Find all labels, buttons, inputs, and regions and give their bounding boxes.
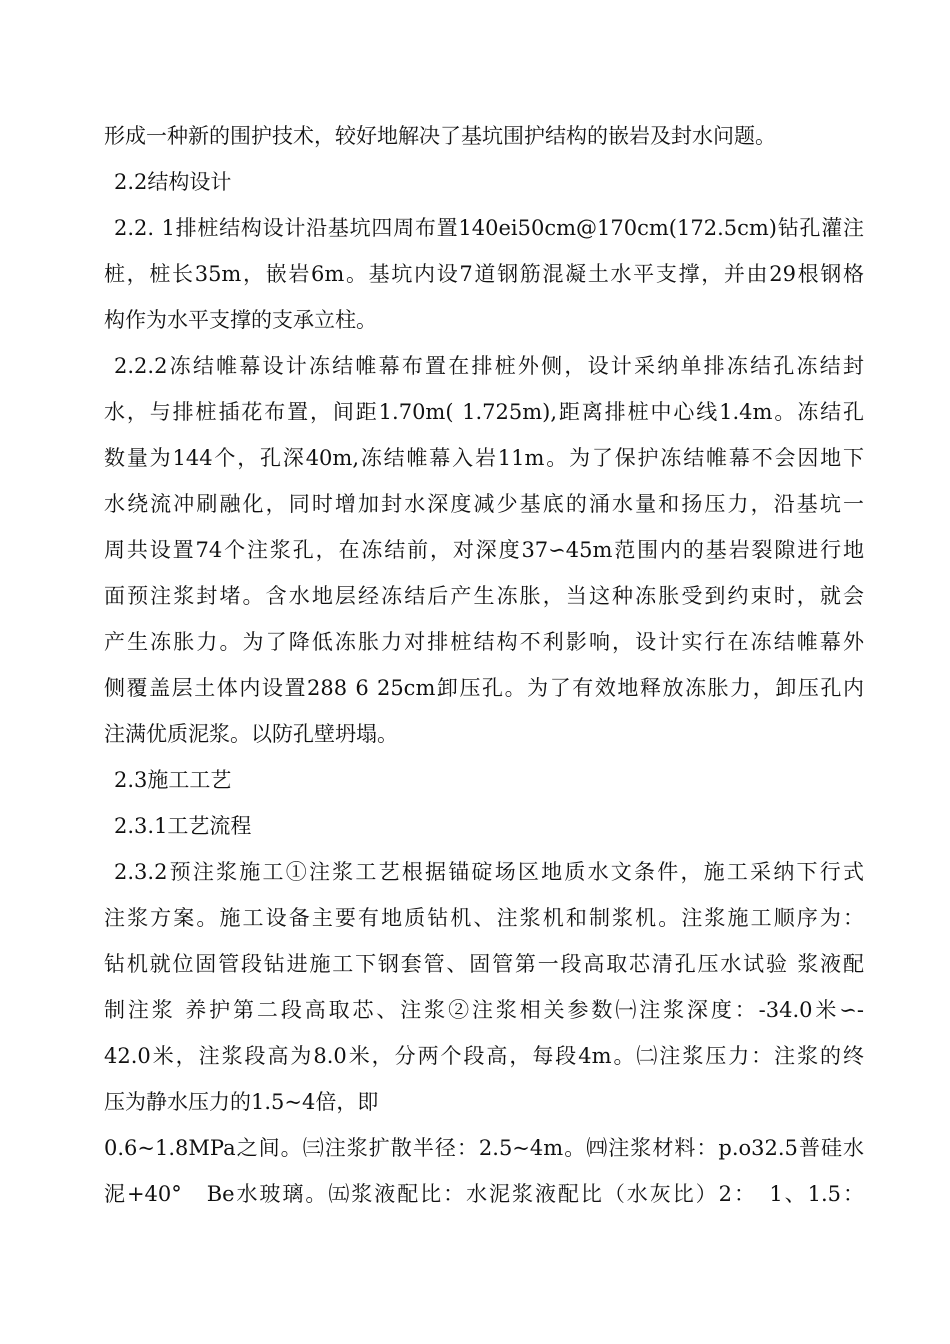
paragraph-line: 注浆方案。施工设备主要有地质钻机、注浆机和制浆机。注浆施工顺序为： — [104, 906, 864, 930]
paragraph-line: 泥+40° Be水玻璃。㈤浆液配比：水泥浆液配比（水灰比）2： 1、1.5： — [104, 1182, 864, 1206]
document-body — [104, 113, 864, 1217]
paragraph-line: 2.2.2冻结帷幕设计冻结帷幕布置在排桩外侧，设计采纳单排冻结孔冻结封 — [114, 354, 864, 378]
paragraph-line: 注满优质泥浆。以防孔壁坍塌。 — [104, 722, 398, 746]
paragraph-line: 制注浆 养护第二段高取芯、注浆②注浆相关参数㈠注浆深度：-34.0米∽- — [104, 998, 864, 1022]
section-heading: 2.2结构设计 — [114, 170, 232, 194]
section-heading: 2.3施工工艺 — [114, 768, 232, 792]
paragraph-line: 水，与排桩插花布置，间距1.70m( 1.725m),距离排桩中心线1.4m。冻结孔 — [104, 400, 864, 424]
paragraph-line: 产生冻胀力。为了降低冻胀力对排桩结构不利影响，设计实行在冻结帷幕外 — [104, 630, 864, 654]
paragraph-line: 2.3.2预注浆施工①注浆工艺根据锚碇场区地质水文条件，施工采纳下行式 — [114, 860, 864, 884]
paragraph-line: 构作为水平支撑的支承立柱。 — [104, 308, 377, 332]
paragraph-line: 钻机就位固管段钻进施工下钢套管、固管第一段高取芯清孔压水试验 浆液配 — [104, 952, 864, 976]
paragraph-line: 侧覆盖层土体内设置288 6 25cm卸压孔。为了有效地释放冻胀力，卸压孔内 — [104, 676, 864, 700]
paragraph-line: 压为静水压力的1.5~4倍，即 — [104, 1090, 379, 1114]
paragraph-line: 面预注浆封堵。含水地层经冻结后产生冻胀，当这种冻胀受到约束时，就会 — [104, 584, 864, 608]
paragraph-line: 水绕流冲刷融化，同时增加封水深度减少基底的涌水量和扬压力，沿基坑一 — [104, 492, 864, 516]
paragraph-line: 2.2. 1排桩结构设计沿基坑四周布置140ei50cm@170cm(172.5cm)钻孔灌注 — [114, 216, 864, 240]
paragraph-line: 数量为144个，孔深40m,冻结帷幕入岩11m。为了保护冻结帷幕不会因地下 — [104, 446, 864, 470]
paragraph-line: 42.0米，注浆段高为8.0米，分两个段高，每段4m。㈡注浆压力：注浆的终 — [104, 1044, 864, 1068]
subsection-heading: 2.3.1工艺流程 — [114, 814, 252, 838]
paragraph-line: 形成一种新的围护技术，较好地解决了基坑围护结构的嵌岩及封水问题。 — [104, 124, 776, 148]
paragraph-line: 桩，桩长35m，嵌岩6m。基坑内设7道钢筋混凝土水平支撑，并由29根钢格 — [104, 262, 864, 286]
paragraph-line: 周共设置74个注浆孔，在冻结前，对深度37∽45m范围内的基岩裂隙进行地 — [104, 538, 864, 562]
paragraph-line: 0.6~1.8MPa之间。㈢注浆扩散半径：2.5~4m。㈣注浆材料：p.o32.5普硅水 — [104, 1136, 864, 1160]
